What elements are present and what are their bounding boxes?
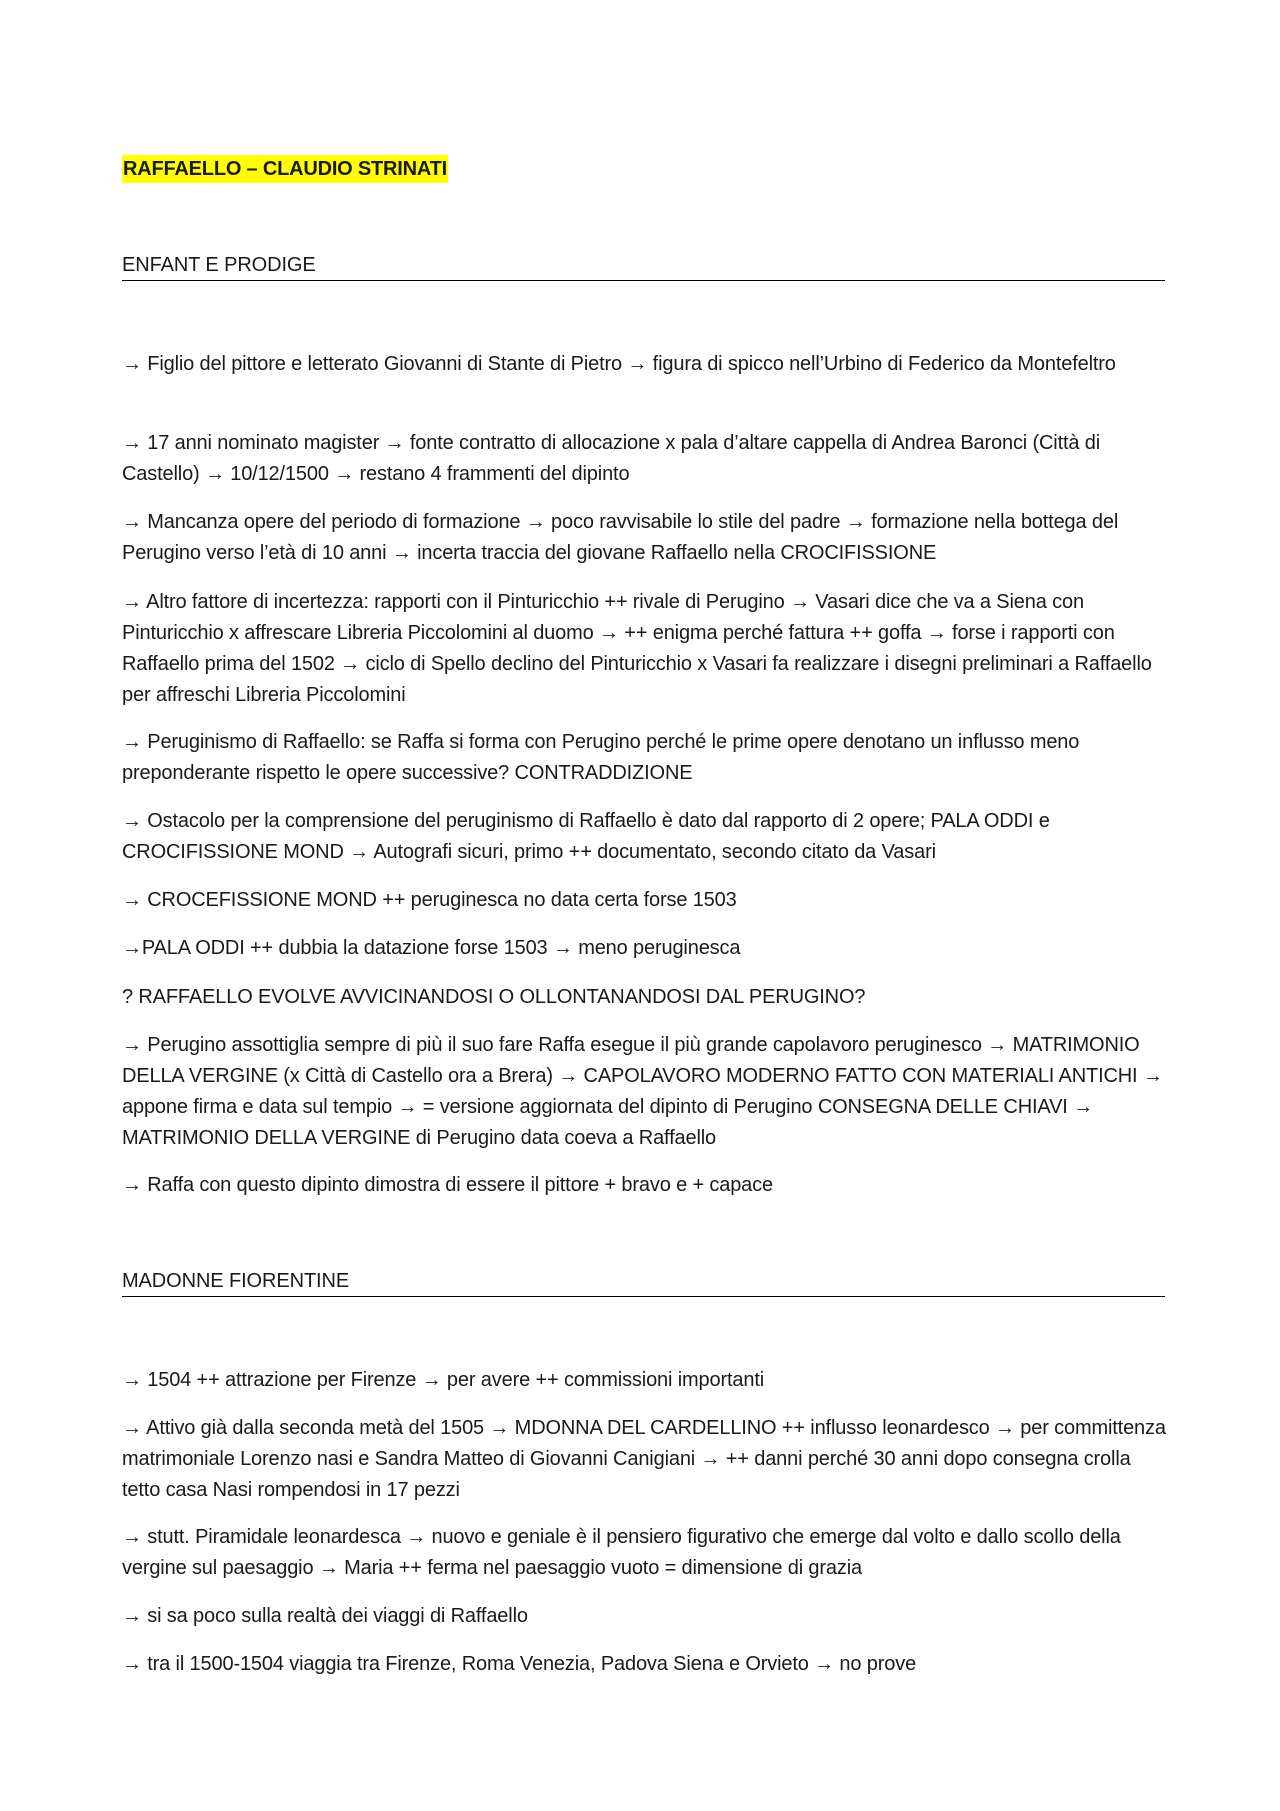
paragraph: → stutt. Piramidale leonardesca → nuovo e geniale è il pensiero figurativo che emerge dal volto e dallo scollo della vergine sul paesaggio → Maria ++ ferma nel paesaggio vuoto = dimensione di grazia (122, 1526, 1121, 1579)
paragraph: ? RAFFAELLO EVOLVE AVVICINANDOSI O OLLONTANANDOSI DAL PERUGINO? (122, 986, 866, 1008)
paragraph: → Ostacolo per la comprensione del peruginismo di Raffaello è dato dal rapporto di 2 opere; PALA ODDI e CROCIFISSIONE MOND → Autografi sicuri, primo ++ documentato, secondo citato da Vasari (122, 810, 1050, 863)
paragraph: → tra il 1500-1504 viaggia tra Firenze, Roma Venezia, Padova Siena e Orvieto → no prove (122, 1653, 917, 1675)
paragraph: → Raffa con questo dipinto dimostra di essere il pittore + bravo e + capace (122, 1174, 773, 1196)
paragraph: → Mancanza opere del periodo di formazione → poco ravvisabile lo stile del padre → formazione nella bottega del Perugino verso l’età di 10 anni → incerta traccia del giovane Raffaello nella CROCIFISSIONE (122, 511, 1119, 564)
paragraph: → CROCEFISSIONE MOND ++ peruginesca no data certa forse 1503 (122, 889, 737, 911)
paragraph: → 17 anni nominato magister → fonte contratto di allocazione x pala d’altare cappella di Andrea Baronci (Città di Castello) → 10/12/1500 → restano 4 frammenti del dipinto (122, 432, 1101, 485)
paragraph: → Altro fattore di incertezza: rapporti con il Pinturicchio ++ rivale di Perugino → Vasari dice che va a Siena con Pinturicchio x affrescare Libreria Piccolomini al duomo → ++ enigma perché fattura ++ goffa → forse i rapporti con Raffaello prima del 1502 → ciclo di Spello declino del Pinturicchio x Vasari fa realizzare i disegni preliminari a Raffaello per affreschi Libreria Piccolomini (122, 591, 1152, 706)
paragraph: → Figlio del pittore e letterato Giovanni di Stante di Pietro → figura di spicco nell’Urbino di Federico da Montefeltro (122, 353, 1116, 375)
section-heading-madonne-fiorentine: MADONNE FIORENTINE (122, 1267, 1165, 1297)
paragraph: → si sa poco sulla realtà dei viaggi di Raffaello (122, 1605, 528, 1627)
paragraph: → Peruginismo di Raffaello: se Raffa si forma con Perugino perché le prime opere denotano un influsso meno preponderante rispetto le opere successive? CONTRADDIZIONE (122, 731, 1080, 784)
document-title: RAFFAELLO – CLAUDIO STRINATI (122, 155, 448, 183)
paragraph: →PALA ODDI ++ dubbia la datazione forse 1503 → meno peruginesca (122, 937, 741, 959)
paragraph: → 1504 ++ attrazione per Firenze → per avere ++ commissioni importanti (122, 1369, 765, 1391)
section-heading-enfant-prodige: ENFANT E PRODIGE (122, 251, 1165, 281)
paragraph: → Perugino assottiglia sempre di più il suo fare Raffa esegue il più grande capolavoro peruginesco → MATRIMONIO DELLA VERGINE (x Città di Castello ora a Brera) → CAPOLAVORO MODERNO FATTO CON MATERIALI ANTICHI → appone firma e data sul tempio → = versione aggiornata del dipinto di Perugino CONSEGNA DELLE CHIAVI → MATRIMONIO DELLA VERGINE di Perugino data coeva a Raffaello (122, 1034, 1163, 1149)
paragraph: → Attivo già dalla seconda metà del 1505 → MDONNA DEL CARDELLINO ++ influsso leonardesco → per committenza matrimoniale Lorenzo nasi e Sandra Matteo di Giovanni Canigiani → ++ danni perché 30 anni dopo consegna crolla tetto casa Nasi rompendosi in 17 pezzi (122, 1417, 1166, 1501)
